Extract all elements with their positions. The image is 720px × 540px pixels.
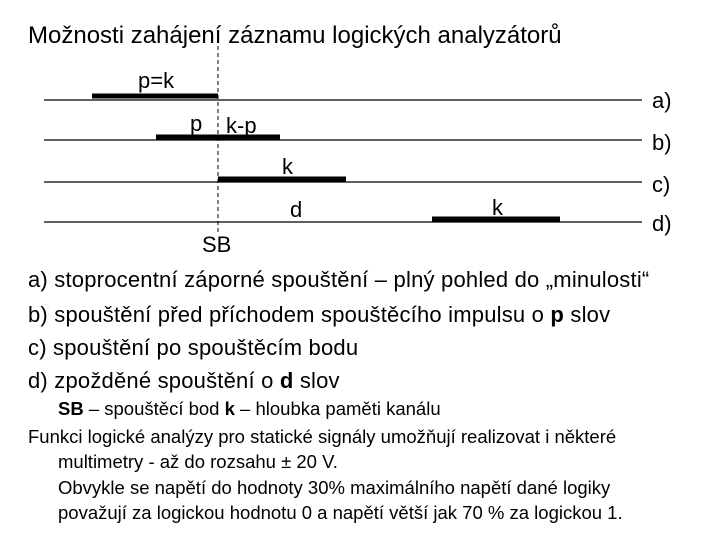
paragraph-line-2: multimetry - až do rozsahu ± 20 V. [58, 451, 338, 472]
label-k-minus-p: k-p [226, 113, 257, 138]
case-text: zpožděné spouštění o [54, 368, 280, 393]
case-text: stoprocentní záporné spouštění – plný pohled do „minulosti“ [54, 267, 650, 292]
label-row-b: b) [652, 130, 672, 155]
label-row-c: c) [652, 172, 671, 197]
case-bold-term: p [550, 302, 565, 327]
label-row-a: a) [652, 88, 672, 113]
case-text: spouštění před příchodem spouštěcího impulsu o [54, 302, 551, 327]
case-c [28, 335, 358, 361]
label-row-d: d) [652, 211, 672, 236]
label-p: p [190, 111, 203, 136]
paragraph-line-1: Funkci logické analýzy pro statické signály umožňují realizovat i některé [28, 426, 617, 447]
note-sb: SB [58, 398, 84, 419]
note-k-text: – hloubka paměti kanálu [234, 398, 441, 419]
paragraph-line-3: Obvykle se napětí do hodnoty 30% maximálního napětí dané logiky [58, 477, 611, 498]
case-text: spouštění po spouštěcím bodu [53, 335, 359, 360]
label-d: d [290, 197, 303, 222]
case-letter: a) [28, 267, 48, 292]
case-letter: c) [28, 335, 47, 360]
label-p-eq-k: p=k [138, 68, 175, 93]
label-sb: SB [202, 232, 232, 257]
case-a [28, 267, 649, 293]
case-text: slov [293, 368, 340, 393]
case-bold-term: d [279, 368, 294, 393]
legend-note [58, 398, 441, 420]
note-sb-text: – spouštěcí bod [83, 398, 225, 419]
case-text: slov [564, 302, 611, 327]
case-letter: b) [28, 302, 48, 327]
label-k-c: k [282, 154, 293, 179]
case-d [28, 368, 340, 394]
paragraph-line-4: považují za logickou hodnotu 0 a napětí větší jak 70 % za logickou 1. [58, 502, 623, 523]
label-k-d: k [492, 195, 503, 220]
case-letter: d) [28, 368, 48, 393]
page-title: Možnosti zahájení záznamu logických analyzátorů [28, 22, 562, 49]
case-b [28, 302, 610, 328]
note-k: k [224, 398, 235, 419]
